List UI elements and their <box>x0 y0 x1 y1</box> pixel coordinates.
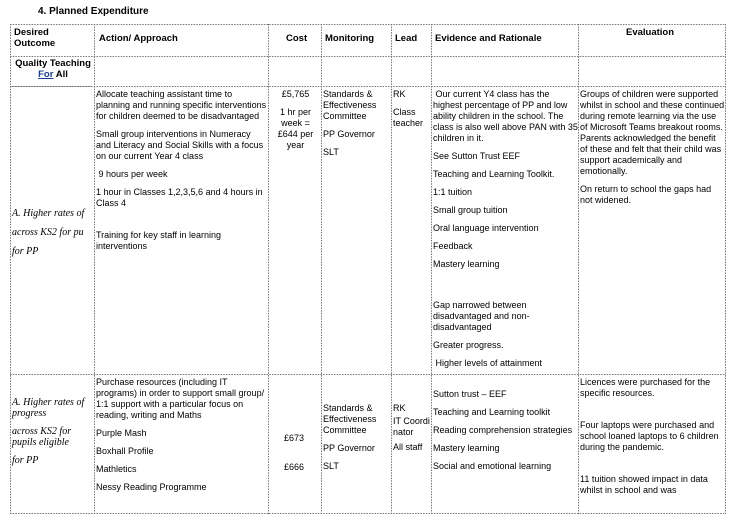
row2-evidence-item: Reading comprehension strategies <box>433 425 573 435</box>
row2-lead-item: All staff <box>393 442 423 452</box>
header-action: Action/ Approach <box>99 33 178 44</box>
row1-lead-item: Class teacher <box>393 107 424 128</box>
row2-cost-amount: £666 <box>284 462 305 472</box>
row1-cost-note: 1 hr per week = £644 per year <box>277 107 314 150</box>
for-link[interactable]: For <box>38 69 54 80</box>
header-desired-outcome <box>14 27 92 49</box>
quality-teaching-line2 <box>12 69 94 80</box>
row2-action-item: Boxhall Profile <box>96 446 154 456</box>
row1-evidence-item: Mastery learning <box>433 259 500 269</box>
row1-evidence-item: 1:1 tuition <box>433 187 473 197</box>
section-heading: 4. Planned Expenditure <box>38 6 149 17</box>
row2-lead <box>393 403 431 453</box>
row1-evidence-item: Our current Y4 class has the highest percentage of PP and low ability children in the school. The class is also well above PAN with 35 children in it. <box>433 89 581 143</box>
row2-lead-item: RK <box>393 403 406 413</box>
row1-monitoring-item: SLT <box>323 147 339 157</box>
row2-evidence <box>433 389 578 472</box>
row2-evidence-item: Sutton trust – EEF <box>433 389 507 399</box>
row2-action-item: Purple Mash <box>96 428 147 438</box>
row2-action-item: Mathletics <box>96 464 137 474</box>
row1-outcome-line2: across KS2 for pu <box>12 227 84 238</box>
row1-evidence-item: Gap narrowed between disadvantaged and non-disadvantaged <box>433 300 530 332</box>
row1-evaluation-item: On return to school the gaps had not widened. <box>580 184 712 205</box>
row1-monitoring-item: PP Governor <box>323 129 375 139</box>
row1-action-item: 1 hour in Classes 1,2,3,5,6 and 4 hours in Class 4 <box>96 187 263 208</box>
header-lead: Lead <box>395 33 418 44</box>
row2-outcome-line: for PP <box>12 455 39 466</box>
row1-evidence-item: Teaching and Learning Toolkit. <box>433 169 555 179</box>
header-monitoring: Monitoring <box>325 33 375 44</box>
row2-evaluation-item: Four laptops were purchased and school loaned laptops to 6 children during the pandemic. <box>580 420 719 452</box>
row2-monitoring-item: PP Governor <box>323 443 375 453</box>
row2-monitoring-item: Standards & Effectiveness Committee <box>323 403 377 435</box>
row1-action-item: Small group interventions in Numeracy and Literacy and Social Skills with a focus on our current Year 4 class <box>96 129 264 161</box>
header-desired-outcome-line1: Desired <box>14 27 49 38</box>
row1-evidence-item: Feedback <box>433 241 473 251</box>
row1-action-item: Allocate teaching assistant time to planning and running specific interventions for children deemed to be disadvantaged <box>96 89 267 121</box>
row2-evidence-item: Social and emotional learning <box>433 461 552 471</box>
row1-evidence-item: Greater progress. <box>433 340 504 350</box>
row1-lead-item: RK <box>393 89 406 99</box>
row1-action-item: Training for key staff in learning interventions <box>96 230 222 251</box>
header-evaluation: Evaluation <box>626 27 675 38</box>
row1-evidence-item: See Sutton Trust EEF <box>433 151 521 161</box>
row1-monitoring-item: Standards & Effectiveness Committee <box>323 89 377 121</box>
header-evidence: Evidence and Rationale <box>435 33 542 44</box>
row1-evidence <box>433 89 581 369</box>
row2-evaluation-item: Licences were purchased for the specific resources. <box>580 377 711 398</box>
row1-evidence-item: Small group tuition <box>433 205 508 215</box>
row2-cost-amount: £673 <box>284 433 305 443</box>
row2-cost <box>284 433 320 473</box>
row2-outcome-line: across KS2 for pupils eligible <box>12 426 72 448</box>
row2-action <box>96 377 268 493</box>
row1-evaluation <box>580 89 725 206</box>
row1-outcome-line1: A. Higher rates of <box>12 208 85 219</box>
quality-teaching-line1: Quality Teaching <box>15 58 91 69</box>
row1-outcome <box>12 204 94 261</box>
row2-monitoring-item: SLT <box>323 461 339 471</box>
row1-evaluation-item: Groups of children were supported whilst in school and these continued during remote learning via the use of Microsoft Teams breakout rooms. Parents acknowledged the benefit of these and felt that their child was support academically and emotionally. <box>580 89 725 176</box>
header-cost: Cost <box>286 33 308 44</box>
row2-evidence-item: Mastery learning <box>433 443 500 453</box>
row2-outcome-line: A. Higher rates of progress <box>12 397 85 419</box>
row2-lead-item: IT Coordinator <box>393 416 430 437</box>
row2-evaluation-item: 11 tuition showed impact in data whilst in school and was <box>580 474 708 495</box>
row2-monitoring <box>323 403 391 472</box>
row1-evidence-item: Higher levels of attainment <box>433 358 543 368</box>
all-label: All <box>55 69 68 80</box>
row1-cost <box>272 89 319 151</box>
header-desired-outcome-line2: Outcome <box>14 38 56 49</box>
row1-lead <box>393 89 431 129</box>
row2-evidence-item: Teaching and Learning toolkit <box>433 407 551 417</box>
row2-action-item: Nessy Reading Programme <box>96 482 207 492</box>
row1-evidence-item: Oral language intervention <box>433 223 539 233</box>
row1-cost-amount: £5,765 <box>281 89 310 99</box>
row2-evaluation <box>580 377 725 496</box>
quality-teaching-label <box>12 58 94 80</box>
row1-action-item: 9 hours per week <box>96 169 168 179</box>
row2-action-item: Purchase resources (including IT programs) in order to support small group/ 1:1 support with a particular focus on reading, writing and Maths <box>96 377 265 420</box>
row1-monitoring <box>323 89 391 158</box>
row1-action <box>96 89 268 252</box>
row1-outcome-line3: for PP <box>12 246 39 257</box>
row2-outcome <box>12 397 94 466</box>
